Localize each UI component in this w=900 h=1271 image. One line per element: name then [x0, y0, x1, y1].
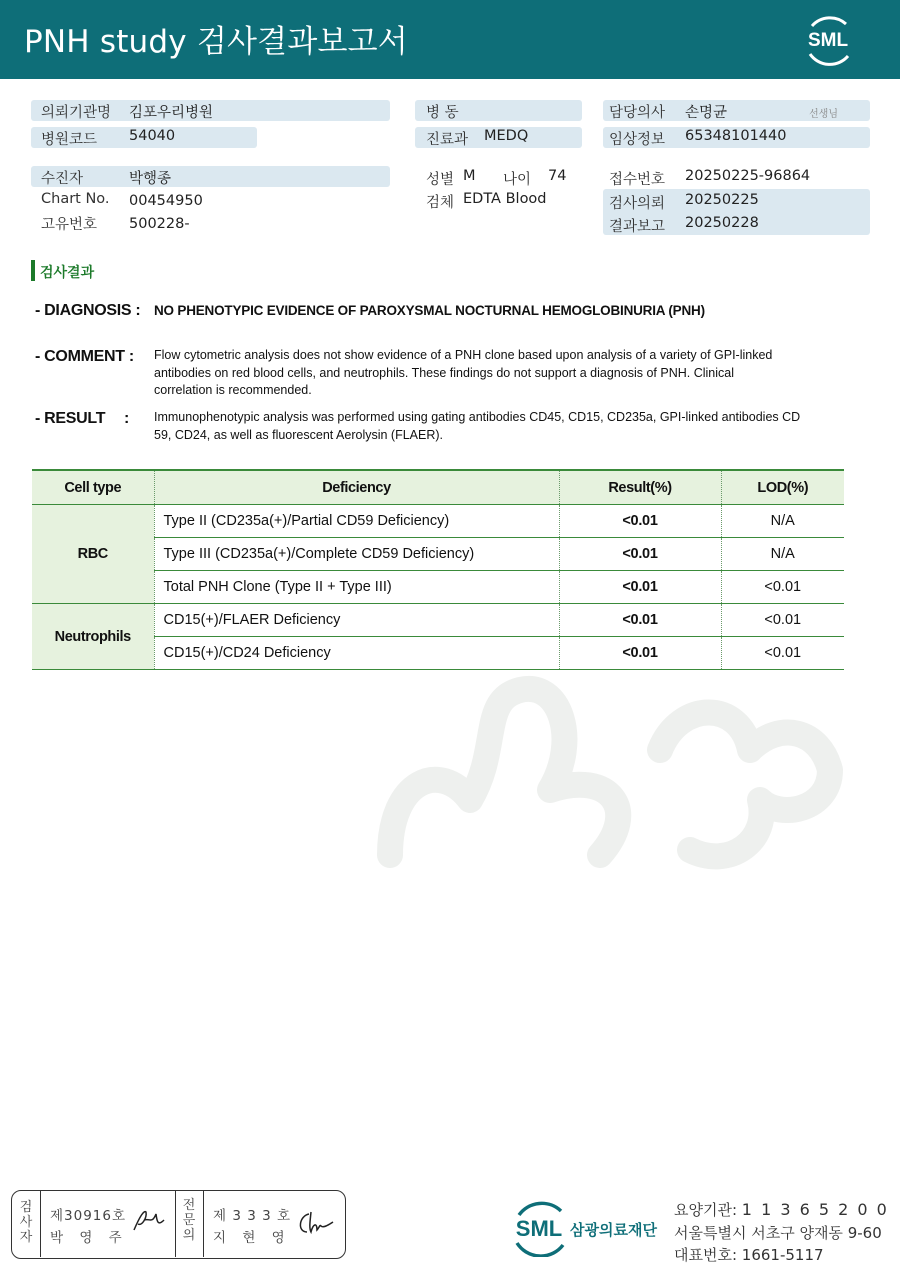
specimen-label: 검체: [426, 195, 455, 211]
specialist-label: 전 문 의: [182, 1198, 196, 1243]
watermark-logo: [350, 640, 880, 880]
result-cell: <0.01: [559, 538, 721, 571]
patient-value: 박행종: [129, 171, 172, 187]
deficiency-cell: CD15(+)/FLAER Deficiency: [154, 604, 559, 637]
table-row: [32, 637, 844, 670]
receipt-label: 접수번호: [609, 172, 666, 188]
ward-label: 병 동: [426, 105, 459, 121]
org-phone: [674, 1244, 824, 1265]
result-label: - RESULT: [35, 410, 106, 427]
patient-box: [31, 166, 390, 187]
cell-type-neutrophils: Neutrophils: [32, 604, 154, 670]
id-value: 500228-: [129, 216, 190, 232]
table-row: [32, 604, 844, 637]
result-line-2: 59, CD24, as well as fluorescent Aerolysin (FLAER).: [154, 427, 444, 442]
table-header-row: [32, 470, 844, 505]
department-label: 진료과: [426, 132, 469, 148]
diagnosis-text: NO PHENOTYPIC EVIDENCE OF PAROXYSMAL NOCTURNAL HEMOGLOBINURIA (PNH): [154, 303, 705, 318]
age-label: 나이: [503, 172, 532, 188]
institution-code-value: 1 1 3 6 5 2 0 0: [741, 1200, 889, 1219]
clinical-value: 65348101440: [685, 128, 787, 144]
doctor-value: 손명균: [685, 105, 728, 121]
header-deficiency: Deficiency: [154, 470, 559, 505]
lod-cell: <0.01: [721, 637, 844, 670]
examiner-label: 검 사 자: [19, 1200, 33, 1245]
lod-cell: N/A: [721, 505, 844, 538]
specimen-value: EDTA Blood: [463, 191, 547, 207]
table-row: [32, 571, 844, 604]
sex-label: 성별: [426, 172, 455, 188]
deficiency-cell: CD15(+)/CD24 Deficiency: [154, 637, 559, 670]
result-cell: <0.01: [559, 571, 721, 604]
hospital-code-value: 54040: [129, 128, 176, 144]
institution-label: 의뢰기관명: [41, 105, 112, 121]
report-date-value: 20250228: [685, 215, 759, 231]
section-title: 검사결과: [40, 264, 95, 280]
result-cell: <0.01: [559, 637, 721, 670]
examiner-name: 박 영 주: [50, 1230, 128, 1246]
patient-label: 수진자: [41, 171, 84, 187]
signature-divider: [40, 1191, 41, 1257]
cell-type-rbc: RBC: [32, 505, 154, 604]
comment-line-3: correlation is recommended.: [154, 383, 312, 397]
hospital-code-label: 병원코드: [41, 132, 98, 148]
institution-value: 김포우리병원: [129, 105, 214, 121]
specialist-signature: [293, 1208, 337, 1238]
signature-divider: [203, 1191, 204, 1257]
id-label: 고유번호: [41, 217, 98, 233]
phone-label: 대표번호:: [674, 1246, 738, 1264]
table-row: [32, 505, 844, 538]
comment-label: - COMMENT :: [35, 348, 134, 365]
sex-value: M: [463, 168, 476, 184]
institution-code-label: 요양기관:: [674, 1201, 738, 1219]
request-label: 검사의뢰: [609, 196, 666, 212]
signature-divider: [175, 1191, 176, 1257]
lod-cell: <0.01: [721, 571, 844, 604]
request-value: 20250225: [685, 192, 759, 208]
report-date-label: 결과보고: [609, 219, 666, 235]
doctor-suffix: 선생님: [809, 109, 838, 120]
specialist-license: 제 3 3 3 호: [213, 1208, 292, 1224]
chart-value: 00454950: [129, 193, 203, 209]
sml-logo-icon: [800, 12, 856, 68]
result-colon: :: [124, 410, 130, 427]
examiner-signature: [130, 1206, 168, 1234]
table-row: [32, 538, 844, 571]
deficiency-cell: Type II (CD235a(+)/Partial CD59 Deficiency): [154, 505, 559, 538]
org-address: 서울특별시 서초구 양재동 9-60: [674, 1224, 882, 1242]
doctor-label: 담당의사: [609, 105, 666, 121]
report-title: PNH study 검사결과보고서: [24, 24, 408, 60]
comment-line-1: Flow cytometric analysis does not show evidence of a PNH clone based upon analysis of a variety of GPI-linked: [154, 348, 773, 362]
header-result: Result(%): [559, 470, 721, 505]
chart-label: Chart No.: [41, 191, 110, 207]
result-text: [154, 409, 844, 444]
result-line-1: Immunophenotypic analysis was performed using gating antibodies CD45, CD15, CD235a, GPI-linked antibodies CD: [154, 410, 801, 424]
receipt-value: 20250225-96864: [685, 168, 811, 184]
phone-value: 1661-5117: [741, 1246, 824, 1264]
section-accent-bar: [31, 260, 35, 281]
result-cell: <0.01: [559, 604, 721, 637]
results-table: [32, 469, 844, 670]
sml-logo-text: SML: [807, 30, 849, 51]
examiner-license: 제30916호: [50, 1208, 127, 1224]
clinical-label: 임상정보: [609, 132, 666, 148]
header-cell-type: Cell type: [32, 470, 154, 505]
header-lod: LOD(%): [721, 470, 844, 505]
lod-cell: <0.01: [721, 604, 844, 637]
deficiency-cell: Type III (CD235a(+)/Complete CD59 Deficiency): [154, 538, 559, 571]
diagnosis-label: - DIAGNOSIS :: [35, 302, 141, 319]
age-value: 74: [548, 168, 567, 184]
comment-text: [154, 347, 844, 400]
lod-cell: N/A: [721, 538, 844, 571]
result-cell: <0.01: [559, 505, 721, 538]
org-logo-text: SML: [515, 1216, 563, 1241]
institution-code: [674, 1199, 889, 1220]
department-value: MEDQ: [484, 128, 529, 144]
org-logo-icon: [509, 1199, 571, 1257]
comment-line-2: antibodies on red blood cells, and neutrophils. These findings do not support a diagnosis of PNH. Clinical: [154, 365, 734, 380]
deficiency-cell: Total PNH Clone (Type II + Type III): [154, 571, 559, 604]
specialist-name: 지 현 영: [213, 1230, 291, 1246]
org-name: 삼광의료재단: [570, 1221, 657, 1239]
